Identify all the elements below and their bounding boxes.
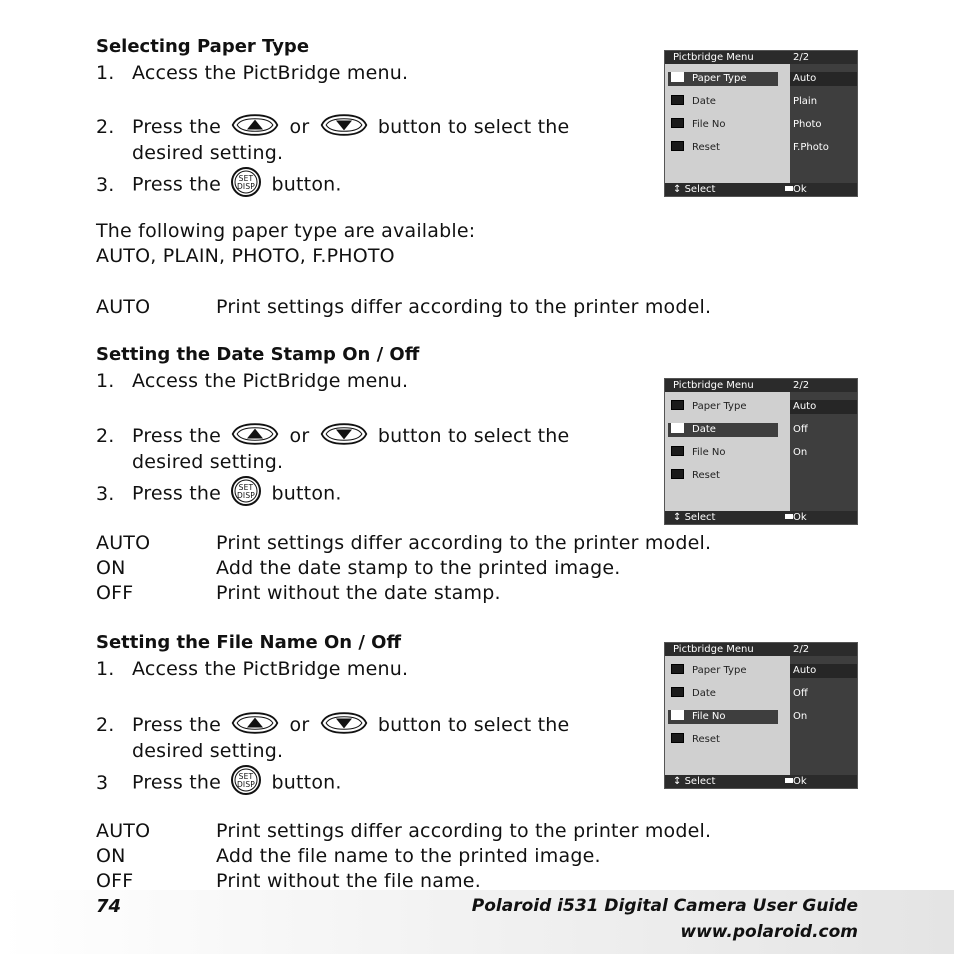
step-continuation: desired setting.: [132, 451, 284, 473]
set-key-icon: [785, 186, 793, 191]
lcd-menu-item-date: Date: [668, 423, 778, 437]
down-arrow-button-icon: [319, 422, 369, 446]
step-1: [96, 370, 408, 392]
step-continuation: desired setting.: [132, 142, 284, 164]
select-hint: ↕ Select: [673, 512, 716, 523]
step-text: Access the PictBridge menu.: [132, 62, 409, 84]
up-down-arrow-icon: ↕: [673, 512, 682, 523]
step-text: Press the: [132, 714, 222, 736]
definition-row: [96, 845, 601, 867]
step-1: [96, 658, 408, 680]
lcd-option: Auto: [790, 72, 858, 86]
step-text: button.: [271, 482, 342, 505]
section-heading: Selecting Paper Type: [96, 36, 310, 57]
lcd-footer-bar: [665, 511, 857, 524]
camera-lcd-screen: [664, 642, 858, 789]
svg-text:DISP: DISP: [237, 182, 256, 191]
step-1: [96, 62, 408, 84]
up-arrow-button-icon: [230, 711, 280, 735]
step-text: Access the PictBridge menu.: [132, 658, 409, 680]
ok-hint: Ok: [785, 775, 807, 788]
definition-row: [96, 820, 711, 842]
lcd-option: Off: [793, 688, 808, 699]
lcd-title-bar: [665, 643, 857, 656]
definition-row: [96, 582, 501, 604]
step-text: Access the PictBridge menu.: [132, 370, 409, 392]
definition-row: [96, 870, 481, 892]
set-key-icon: [785, 514, 793, 519]
intro-line: AUTO, PLAIN, PHOTO, F.PHOTO: [96, 245, 395, 267]
definition-desc: Print without the date stamp.: [216, 582, 501, 604]
up-down-arrow-icon: ↕: [673, 776, 682, 787]
lcd-menu-item-paper-type: Paper Type: [668, 72, 778, 86]
lcd-title: Pictbridge Menu: [673, 644, 754, 655]
step-text: Press the: [132, 425, 222, 447]
step-number: 3.: [96, 173, 115, 196]
page-footer: [0, 890, 954, 954]
definition-desc: Print without the file name.: [216, 870, 481, 892]
step-number: 3: [96, 771, 109, 794]
step-number: 3.: [96, 482, 115, 505]
definition-desc: Print settings differ according to the printer model.: [216, 820, 712, 842]
definition-term: ON: [96, 845, 126, 867]
step-text: or: [289, 116, 310, 138]
lcd-option: F.Photo: [793, 142, 829, 153]
intro-line: The following paper type are available:: [96, 220, 476, 242]
definition-desc: Print settings differ according to the printer model.: [216, 532, 712, 554]
set-key-icon: [785, 778, 793, 783]
lcd-page: 2/2: [793, 380, 810, 391]
step-3: [96, 770, 342, 796]
step-text: Press the: [132, 771, 222, 794]
lcd-menu-item-file-no: File No: [668, 118, 778, 132]
definition-term: OFF: [96, 870, 134, 892]
lcd-option: On: [793, 711, 808, 722]
page-number: 74: [96, 896, 122, 917]
step-number: 1.: [96, 370, 115, 392]
lcd-footer-bar: [665, 183, 857, 196]
up-arrow-button-icon: [230, 113, 280, 137]
step-3: [96, 172, 342, 198]
svg-text:SET: SET: [238, 483, 254, 492]
definition-desc: Print settings differ according to the printer model.: [216, 296, 712, 318]
file-number-icon: [671, 710, 684, 720]
down-arrow-button-icon: [319, 113, 369, 137]
lcd-option: Plain: [793, 96, 818, 107]
definition-row: [96, 557, 621, 579]
website-url: www.polaroid.com: [680, 922, 858, 942]
step-2: [96, 425, 569, 447]
definition-desc: Add the date stamp to the printed image.: [216, 557, 621, 579]
step-text: Press the: [132, 482, 222, 505]
svg-text:SET: SET: [238, 174, 254, 183]
select-hint: ↕ Select: [673, 776, 716, 787]
step-number: 2.: [96, 116, 115, 138]
lcd-option: Auto: [790, 400, 858, 414]
clock-icon: [671, 423, 684, 433]
step-text: or: [289, 425, 310, 447]
lcd-menu-item-paper-type: Paper Type: [668, 664, 778, 678]
lcd-option: Off: [793, 424, 808, 435]
step-number: 2.: [96, 425, 115, 447]
paper-type-icon: [671, 72, 684, 82]
step-text: button.: [271, 771, 342, 794]
ok-hint: Ok: [785, 183, 807, 196]
definition-row: [96, 296, 711, 318]
lcd-footer-bar: [665, 775, 857, 788]
step-text: or: [289, 714, 310, 736]
lcd-menu-item-file-no: File No: [668, 446, 778, 460]
lcd-option: On: [793, 447, 808, 458]
select-hint: ↕ Select: [673, 184, 716, 195]
lcd-title: Pictbridge Menu: [673, 380, 754, 391]
clock-icon: [671, 95, 684, 105]
file-number-icon: [671, 118, 684, 128]
lcd-menu-item-file-no: File No: [668, 710, 778, 724]
lcd-page: 2/2: [793, 644, 810, 655]
step-text: button to select the: [377, 116, 570, 138]
ok-hint: Ok: [785, 511, 807, 524]
lcd-page: 2/2: [793, 52, 810, 63]
paper-type-icon: [671, 664, 684, 674]
set-disp-button-icon: [230, 764, 262, 796]
step-text: Press the: [132, 116, 222, 138]
section-heading: Setting the Date Stamp On / Off: [96, 344, 420, 365]
definition-desc: Add the file name to the printed image.: [216, 845, 601, 867]
reset-icon: [671, 141, 684, 151]
step-number: 1.: [96, 658, 115, 680]
set-disp-button-icon: [230, 475, 262, 507]
lcd-menu-item-reset: Reset: [668, 141, 778, 155]
lcd-menu-item-reset: Reset: [668, 469, 778, 483]
svg-text:SET: SET: [238, 772, 254, 781]
section-heading: Setting the File Name On / Off: [96, 632, 402, 653]
step-2: [96, 714, 569, 736]
definition-term: AUTO: [96, 532, 151, 554]
lcd-title: Pictbridge Menu: [673, 52, 754, 63]
reset-icon: [671, 733, 684, 743]
lcd-title-bar: [665, 379, 857, 392]
lcd-menu-item-paper-type: Paper Type: [668, 400, 778, 414]
step-continuation: desired setting.: [132, 740, 284, 762]
step-number: 1.: [96, 62, 115, 84]
lcd-menu-item-date: Date: [668, 95, 778, 109]
step-2: [96, 116, 569, 138]
up-down-arrow-icon: ↕: [673, 184, 682, 195]
lcd-menu-item-reset: Reset: [668, 733, 778, 747]
step-text: Press the: [132, 173, 222, 196]
lcd-title-bar: [665, 51, 857, 64]
guide-title: Polaroid i531 Digital Camera User Guide: [471, 896, 858, 916]
clock-icon: [671, 687, 684, 697]
lcd-option: Photo: [793, 119, 822, 130]
step-number: 2.: [96, 714, 115, 736]
svg-text:DISP: DISP: [237, 491, 256, 500]
definition-term: ON: [96, 557, 126, 579]
lcd-menu-item-date: Date: [668, 687, 778, 701]
step-3: [96, 481, 342, 507]
step-text: button to select the: [377, 714, 570, 736]
definition-row: [96, 532, 711, 554]
step-text: button to select the: [377, 425, 570, 447]
paper-type-icon: [671, 400, 684, 410]
svg-text:DISP: DISP: [237, 780, 256, 789]
definition-term: AUTO: [96, 820, 151, 842]
file-number-icon: [671, 446, 684, 456]
up-arrow-button-icon: [230, 422, 280, 446]
definition-term: AUTO: [96, 296, 151, 318]
down-arrow-button-icon: [319, 711, 369, 735]
camera-lcd-screen: [664, 378, 858, 525]
reset-icon: [671, 469, 684, 479]
camera-lcd-screen: [664, 50, 858, 197]
step-text: button.: [271, 173, 342, 196]
set-disp-button-icon: [230, 166, 262, 198]
lcd-option: Auto: [790, 664, 858, 678]
definition-term: OFF: [96, 582, 134, 604]
